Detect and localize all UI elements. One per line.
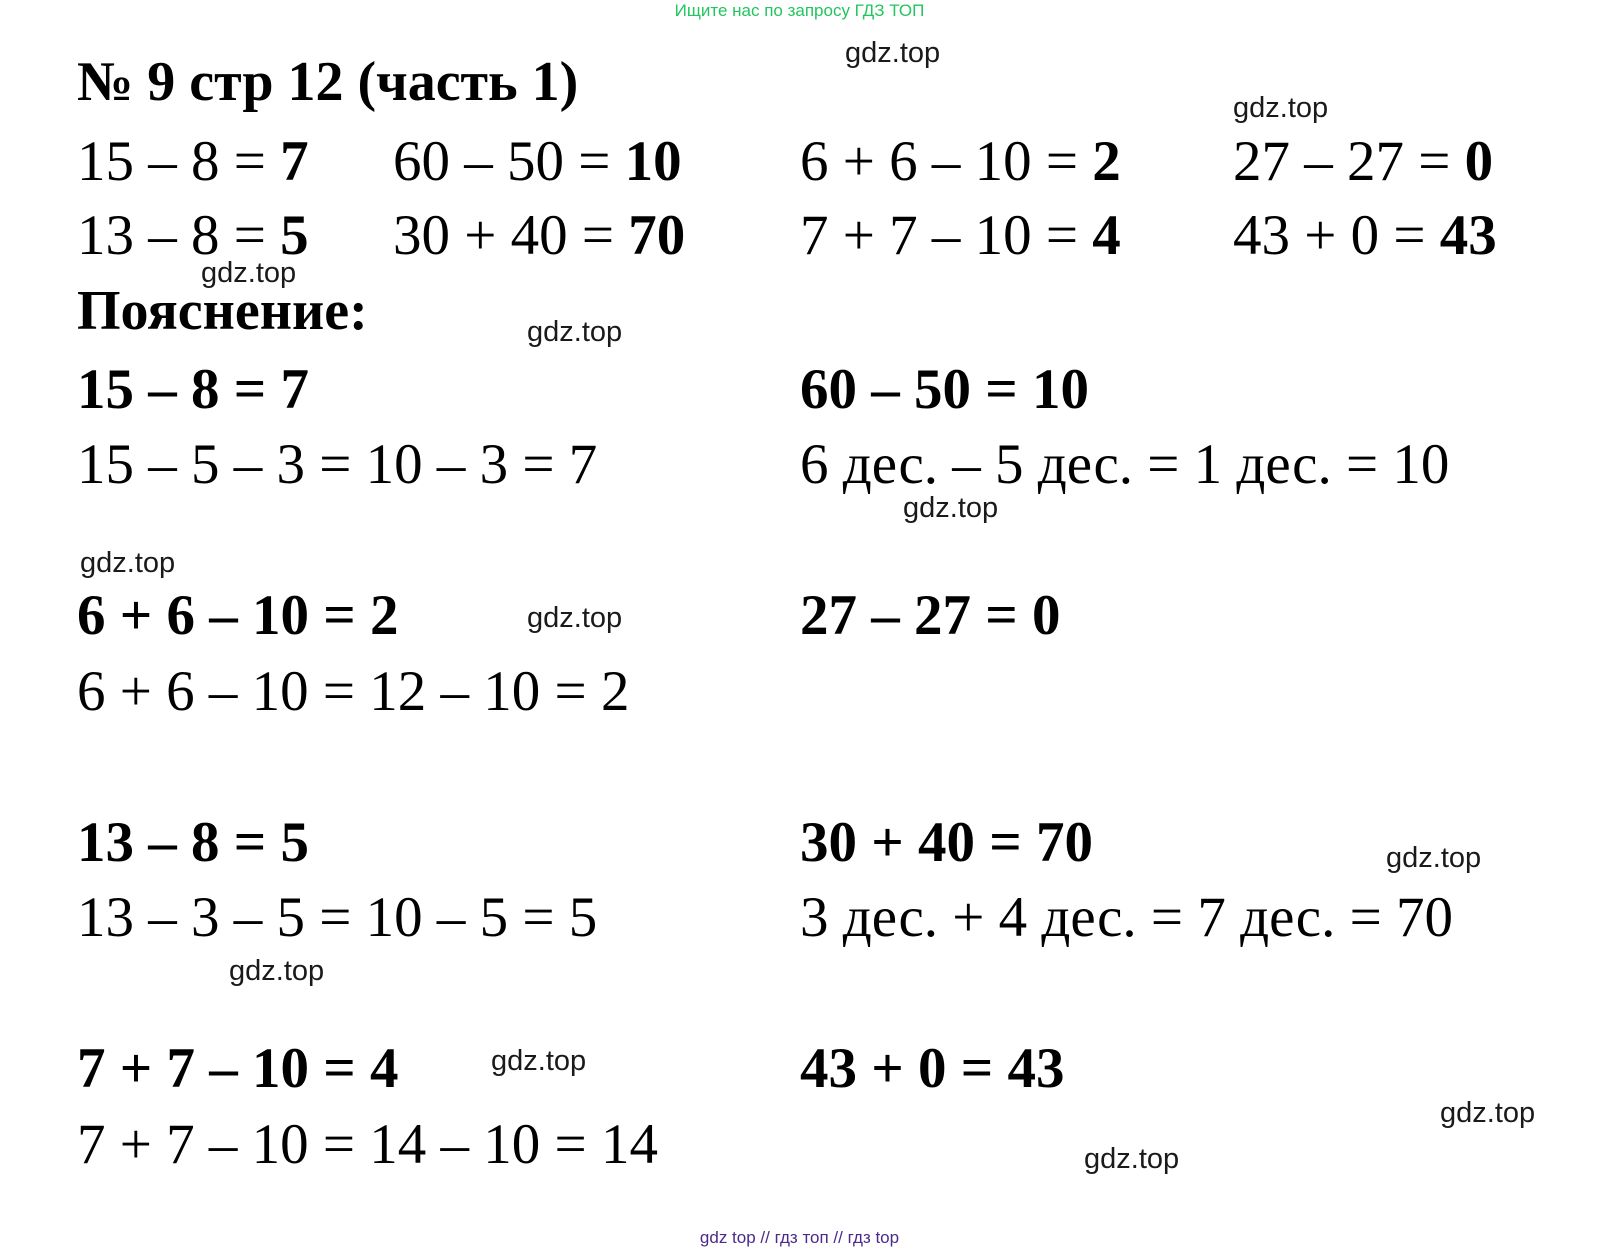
- watermark: gdz.top: [903, 492, 999, 524]
- explanation-header-7: 7 + 7 – 10 = 4: [77, 1037, 399, 1100]
- watermark: gdz.top: [1386, 842, 1482, 874]
- answer-6: 30 + 40 = 70: [393, 204, 686, 267]
- watermark: gdz.top: [527, 602, 623, 634]
- answer-4: 27 – 27 = 0: [1233, 130, 1494, 193]
- page-title: № 9 стр 12 (часть 1): [77, 51, 579, 113]
- explanation-header-5: 13 – 8 = 5: [77, 811, 309, 874]
- explanation-header-3: 6 + 6 – 10 = 2: [77, 584, 399, 647]
- footer-links[interactable]: gdz top // гдз топ // гдз top: [699, 1228, 900, 1247]
- explanation-detail-3: 6 + 6 – 10 = 12 – 10 = 2: [77, 660, 630, 723]
- explanation-detail-1: 15 – 5 – 3 = 10 – 3 = 7: [77, 433, 598, 496]
- explanation-heading: Пояснение:: [77, 280, 368, 342]
- watermark: gdz.top: [1233, 92, 1329, 124]
- explanation-header-6: 30 + 40 = 70: [800, 811, 1093, 874]
- explanation-detail-7: 7 + 7 – 10 = 14 – 10 = 14: [77, 1113, 658, 1176]
- explanation-header-4: 27 – 27 = 0: [800, 584, 1061, 647]
- answer-2: 60 – 50 = 10: [393, 130, 682, 193]
- watermark: gdz.top: [1440, 1097, 1536, 1129]
- watermark: gdz.top: [491, 1045, 587, 1077]
- answer-7: 7 + 7 – 10 = 4: [800, 204, 1121, 267]
- answer-5: 13 – 8 = 5: [77, 204, 309, 267]
- top-banner[interactable]: Ищите нас по запросу ГДЗ ТОП: [674, 1, 925, 20]
- watermark: gdz.top: [845, 37, 941, 69]
- explanation-detail-5: 13 – 3 – 5 = 10 – 5 = 5: [77, 886, 598, 949]
- explanation-header-1: 15 – 8 = 7: [77, 358, 309, 421]
- explanation-detail-2: 6 дес. – 5 дес. = 1 дес. = 10: [800, 433, 1450, 496]
- answer-3: 6 + 6 – 10 = 2: [800, 130, 1121, 193]
- watermark: gdz.top: [1084, 1143, 1180, 1175]
- answer-1: 15 – 8 = 7: [77, 130, 309, 193]
- explanation-header-8: 43 + 0 = 43: [800, 1037, 1065, 1100]
- explanation-header-2: 60 – 50 = 10: [800, 358, 1089, 421]
- watermark: gdz.top: [229, 955, 325, 987]
- answer-8: 43 + 0 = 43: [1233, 204, 1497, 267]
- watermark: gdz.top: [80, 547, 176, 579]
- watermark: gdz.top: [527, 316, 623, 348]
- explanation-detail-6: 3 дес. + 4 дес. = 7 дес. = 70: [800, 886, 1453, 949]
- watermark: gdz.top: [201, 257, 297, 289]
